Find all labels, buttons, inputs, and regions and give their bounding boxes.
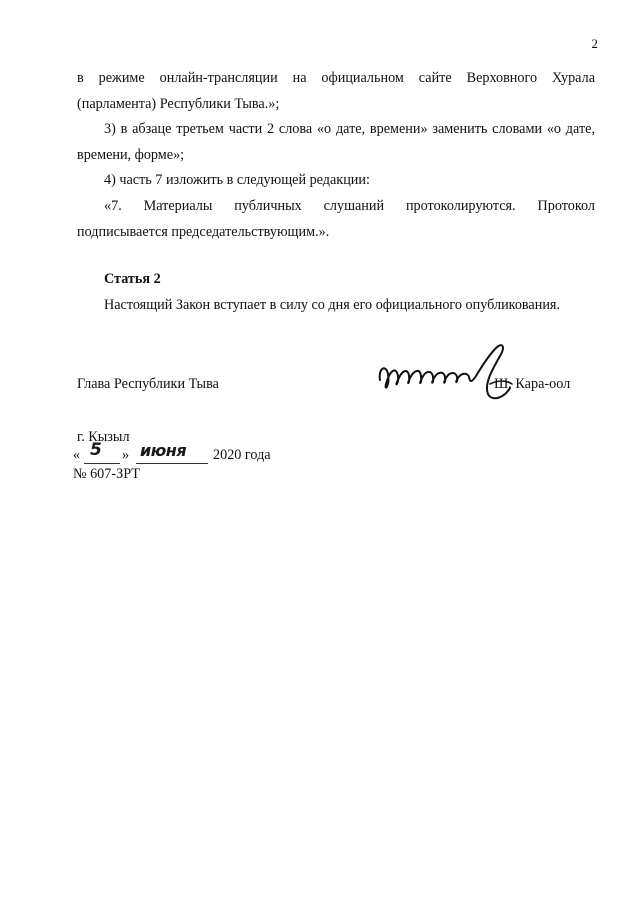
signatory-title: Глава Республики Тыва	[77, 376, 219, 392]
date-quote-close: »	[122, 447, 130, 463]
handwritten-day: 5	[90, 440, 102, 460]
date-quote-open: «	[73, 447, 81, 463]
date-line	[73, 447, 313, 467]
paragraph-continuation: в режиме онлайн-трансляции на официальном сайте Верховного Хурала (парламента) Республики Тыва.»;	[77, 70, 595, 112]
place-of-issue: г. Кызыл	[77, 429, 130, 445]
date-year: 2020 года	[213, 447, 271, 463]
paragraph-amendment-3: 3) в абзаце третьем части 2 слова «о дате, времени» заменить словами «о дате, времени, форме»;	[77, 121, 595, 163]
article-text: Настоящий Закон вступает в силу со дня его официального опубликования.	[104, 297, 560, 313]
signature	[372, 340, 522, 410]
paragraph-new-part-7: «7. Материалы публичных слушаний протоколируются. Протокол подписывается председательствующим.».	[77, 198, 595, 240]
law-number: № 607-ЗРТ	[73, 466, 140, 482]
page-number: 2	[591, 36, 598, 51]
handwritten-month: июня	[140, 441, 187, 460]
signatory-name: Ш. Кара-оол	[494, 376, 571, 392]
paragraph-amendment-4: 4) часть 7 изложить в следующей редакции:	[104, 172, 370, 188]
article-heading: Статья 2	[104, 271, 161, 287]
